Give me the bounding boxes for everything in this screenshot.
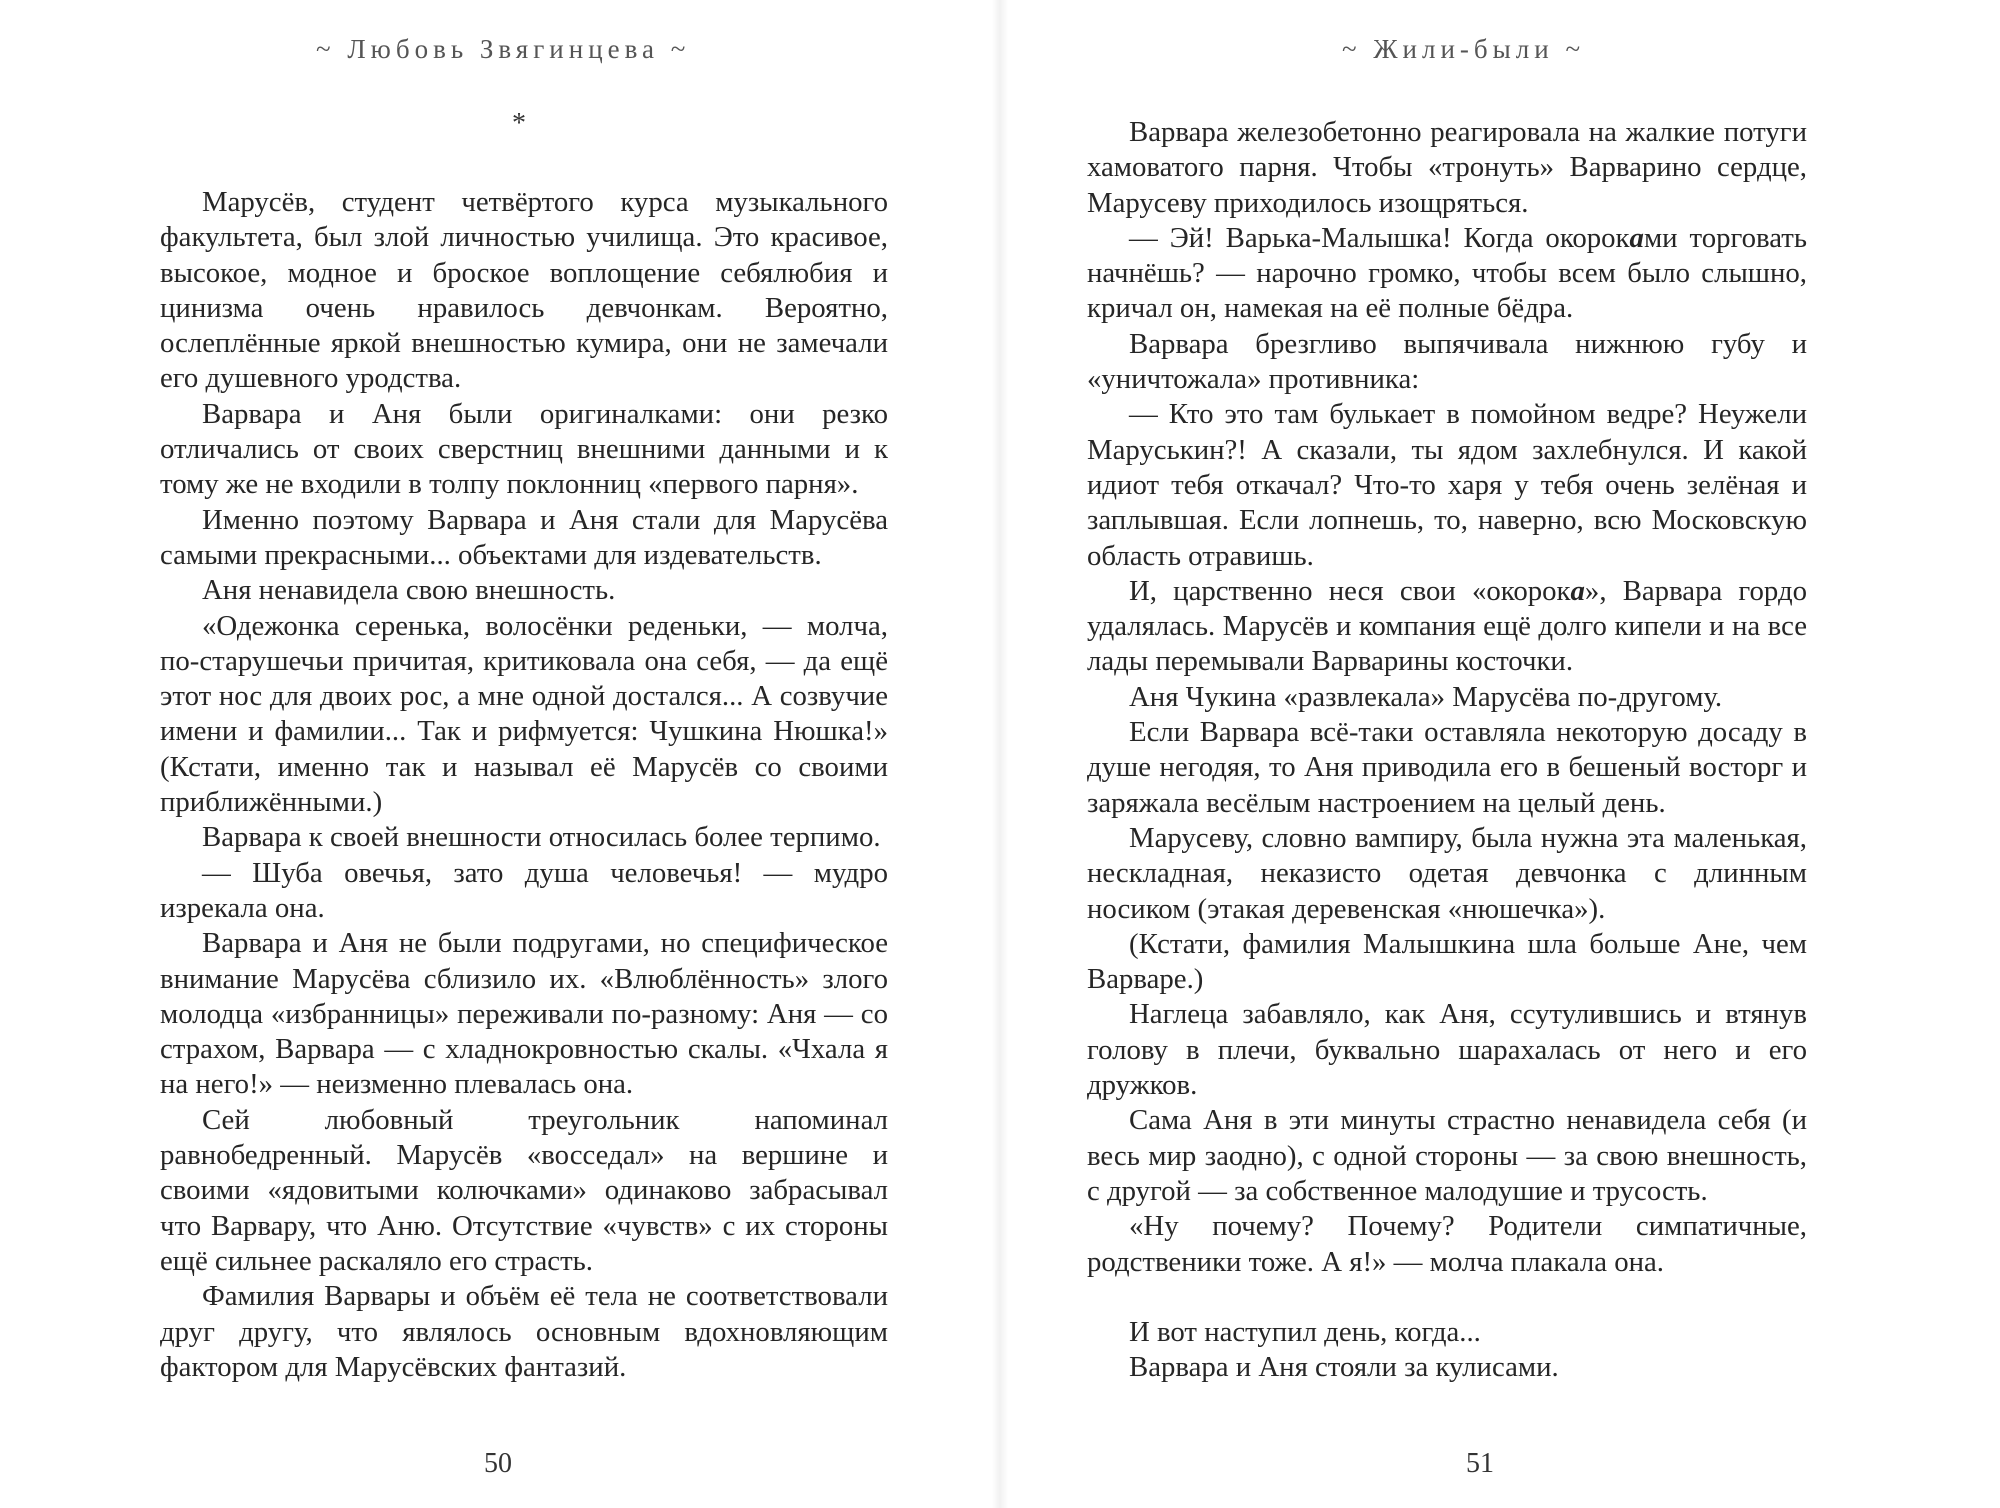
paragraph: Если Варвара всё-таки оставляла некоторую досаду в душе негодяя, то Аня приводила его в бешеный восторг и заряжала весёлым настроением на целый день. [1087,716,1807,819]
paragraph-text: И, царственно неся свои «окорок [1129,574,1571,607]
paragraph: «Одежонка серенька, волосёнки реденьки, — молча, по-старушечьи причитая, критиковала она себя, — да ещё этот нос для двоих рос, а мне одной достался... А созвучие имени и фамилии... Так и рифмуется: Чушкина Нюшка!» (Кстати, именно так и называл её Марусёв со своими приближёнными.) [160,609,888,819]
section-mark: * [512,108,526,139]
running-head-title: ~ Жили-были ~ [1342,34,1586,64]
paragraph: Фамилия Варвары и объём её тела не соответствовали друг другу, что являлось основным вдохновляющим фактором для Марусёвских фантазий. [160,1280,888,1383]
paragraph: Марусеву, словно вампиру, была нужна эта маленькая, нескладная, неказисто одетая девчонка с длинным носиком (этакая деревенская «нюшечка»). [1087,821,1807,925]
emphasized-letter: а [1629,221,1644,254]
paragraph: Сей любовный треугольник напоминал равнобедренный. Марусёв «восседал» на вершине и своими «ядовитыми колючками» одинаково забрасывал что Варвару, что Аню. Отсутствие «чувств» с их стороны ещё сильнее раскаляло его страсть. [160,1103,888,1277]
page-number: 51 [1466,1448,1494,1479]
paragraph [1087,574,1807,680]
paragraph [1087,221,1807,327]
paragraph: Наглеца забавляло, как Аня, ссутулившись и втянув голову в плечи, буквально шарахалась от него и его дружков. [1087,998,1807,1102]
paragraph: Именно поэтому Варвара и Аня стали для Марусёва самыми прекрасными... объектами для издевательств. [160,503,888,571]
running-head-author: ~ Любовь Звягинцева ~ [316,34,691,64]
paragraph: Варвара брезгливо выпячивала нижнюю губу и «уничтожала» противника: [1087,327,1807,396]
paragraph: — Шуба овечья, зато душа человечья! — мудро изрекала она. [160,856,888,924]
paragraph: Сама Аня в эти минуты страстно ненавидела себя (и весь мир заодно), с одной стороны — за свою внешность, с другой — за собственное малодушие и трусость. [1087,1104,1807,1207]
paragraph: Аня Чукина «развлекала» Марусёва по-другому. [1129,680,1723,713]
paragraph: Варвара железобетонно реагировала на жалкие потуги хамоватого парня. Чтобы «тронуть» Варварино сердце, Марусеву приходилось изощряться. [1087,116,1807,219]
paragraph: — Кто это там булькает в помойном ведре? Неужели Маруськин?! А сказали, ты ядом захлебнулся. И какой идиот тебя откачал? Что-то харя у тебя очень зелёная и заплывшая. Если лопнешь, то, наверно, всю Московскую область отравишь. [1087,398,1807,572]
paragraph: Марусёв, студент четвёртого курса музыкального факультета, был злой личностью училища. Это красивое, высокое, модное и броское воплощение себялюбия и цинизма очень нравилось девчонкам. Вероятно, ослеплённые яркой внешностью кумира, они не замечали его душевного уродства. [160,186,888,395]
right-page-body [1087,115,1807,1386]
paragraph: Варвара к своей внешности относилась более терпимо. [202,821,881,854]
paragraph: Варвара и Аня были оригиналками: они резко отличались от своих сверстниц внешними данными и к тому же не входили в толпу поклонниц «первого парня». [160,397,888,501]
paragraph: «Ну почему? Почему? Родители симпатичные, родственики тоже. А я!» — молча плакала она. [1087,1210,1807,1278]
page-number: 50 [484,1448,512,1479]
paragraph: (Кстати, фамилия Малышкина шла больше Ане, чем Варваре.) [1087,927,1807,996]
paragraph: Варвара и Аня не были подругами, но специфическое внимание Марусёва сблизило их. «Влюблённость» злого молодца «избранницы» переживали по-разному: Аня — со страхом, Варвара — с хладнокровностью скалы. «Чхала я на него!» — неизменно плевалась она. [160,927,888,1101]
closing-line: Варвара и Аня стояли за кулисами. [1129,1351,1559,1384]
closing-line: И вот наступил день, когда... [1129,1316,1481,1349]
paragraph-text: », Варвара гордо удалялась. Марусёв и компания ещё долго кипели и на все лады перемывали Варварины косточки. [1087,574,1807,678]
paragraph: Аня ненавидела свою внешность. [202,574,616,607]
blank-line [1087,1280,1807,1315]
paragraph-text: — Эй! Варька-Малышка! Когда окорок [1129,221,1630,254]
paragraph-text: ми торговать начнёшь? — нарочно громко, чтобы всем было слышно, кричал он, намекая на её полные бёдра. [1087,221,1807,325]
emphasized-letter: а [1570,574,1585,607]
